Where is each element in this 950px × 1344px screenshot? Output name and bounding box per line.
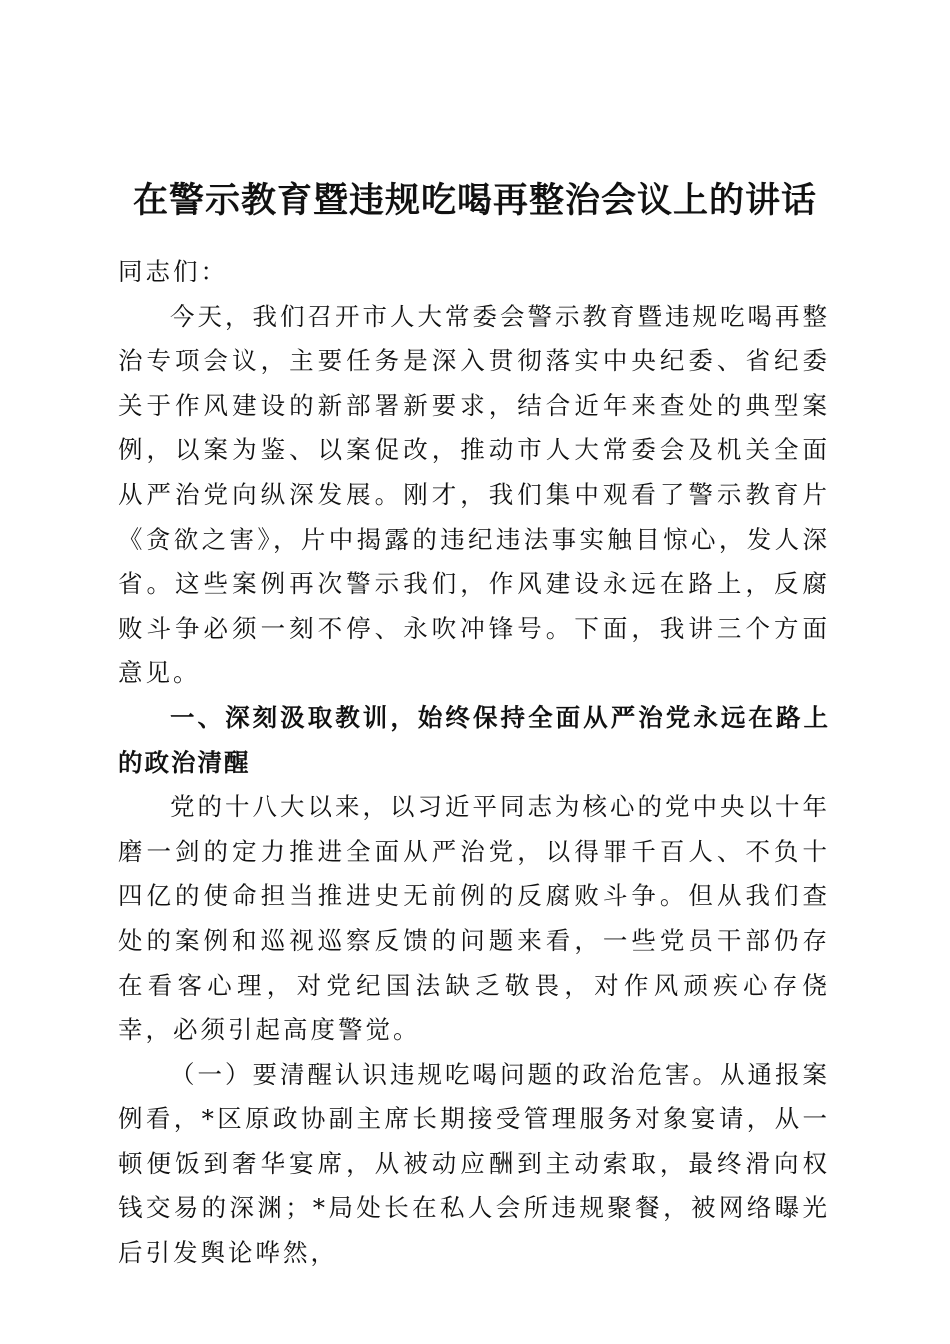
document-title: 在警示教育暨违规吃喝再整治会议上的讲话 [132, 180, 817, 221]
intro-paragraph: 今天，我们召开市人大常委会警示教育暨违规吃喝再整治专项会议，主要任务是深入贯彻落实中央纪委、省纪委关于作风建设的新部署新要求，结合近年来查处的典型案例，以案为鉴、以案促改，推动市人大常委会及机关全面从严治党向纵深发展。刚才，我们集中观看了警示教育片《贪欲之害》，片中揭露的违纪违法事实触目惊心，发人深省。这些案例再次警示我们，作风建设永远在路上，反腐败斗争必须一刻不停、永吹冲锋号。下面，我讲三个方面意见。 [118, 301, 830, 688]
subsection-1-paragraph: （一）要清醒认识违规吃喝问题的政治危害。从通报案例看，*区原政协副主席长期接受管理服务对象宴请，从一顿便饭到奢华宴席，从被动应酬到主动索取，最终滑向权钱交易的深渊；*局处长在私人会所违规聚餐，被网络曝光后引发舆论哗然， [118, 1059, 830, 1268]
salutation: 同志们： [118, 257, 228, 286]
document-body [118, 250, 830, 1276]
section-1-paragraph: 党的十八大以来，以习近平同志为核心的党中央以十年磨一剑的定力推进全面从严治党，以得罪千百人、不负十四亿的使命担当推进史无前例的反腐败斗争。但从我们查处的案例和巡视巡察反馈的问题来看，一些党员干部仍存在看客心理，对党纪国法缺乏敬畏，对作风顽疾心存侥幸，必须引起高度警觉。 [118, 792, 830, 1045]
section-heading-1: 一、深刻汲取教训，始终保持全面从严治党永远在路上的政治清醒 [118, 702, 830, 777]
